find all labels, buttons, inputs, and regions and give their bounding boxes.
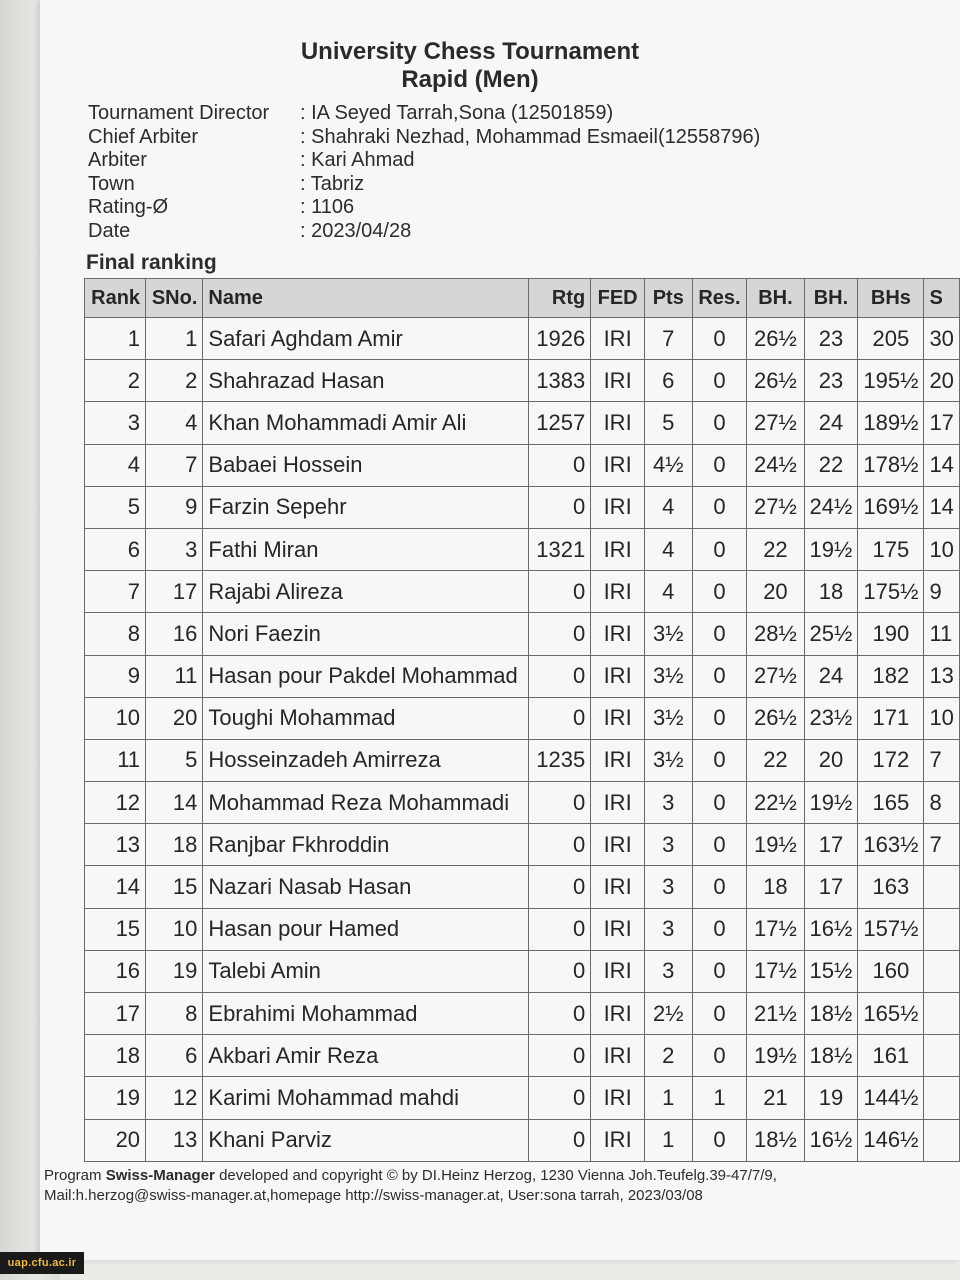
cell-bh2: 19½ — [804, 782, 858, 824]
column-header-res: Res. — [692, 279, 747, 318]
cell-s: 13 — [924, 655, 960, 697]
cell-points: 2 — [645, 1035, 693, 1077]
footer — [44, 1166, 777, 1206]
cell-points: 4 — [645, 571, 693, 613]
cell-bhs: 171 — [858, 697, 924, 739]
cell-s: 9 — [924, 571, 960, 613]
cell-rank: 16 — [85, 950, 146, 992]
cell-rating: 0 — [529, 1119, 591, 1161]
cell-sno: 12 — [146, 1077, 203, 1119]
cell-name: Hasan pour Hamed — [203, 908, 529, 950]
cell-rank: 14 — [85, 866, 146, 908]
table-row — [85, 1077, 960, 1119]
cell-res: 0 — [692, 697, 747, 739]
cell-bh2: 25½ — [804, 613, 858, 655]
cell-name: Safari Aghdam Amir — [203, 318, 529, 360]
cell-s: 30 — [924, 318, 960, 360]
cell-sno: 15 — [146, 866, 203, 908]
cell-bhs: 189½ — [858, 402, 924, 444]
cell-fed: IRI — [591, 1035, 645, 1077]
cell-bhs: 178½ — [858, 444, 924, 486]
cell-fed: IRI — [591, 1077, 645, 1119]
cell-bh1: 17½ — [747, 908, 804, 950]
cell-s: 14 — [924, 444, 960, 486]
cell-sno: 14 — [146, 782, 203, 824]
cell-res: 0 — [692, 613, 747, 655]
column-header-rating: Rtg — [529, 279, 591, 318]
cell-res: 0 — [692, 824, 747, 866]
column-header-fed: FED — [591, 279, 645, 318]
cell-bhs: 169½ — [858, 486, 924, 528]
meta-value: : 2023/04/28 — [300, 219, 412, 242]
column-header-name: Name — [203, 279, 529, 318]
cell-sno: 18 — [146, 824, 203, 866]
table-row — [85, 824, 960, 866]
cell-res: 0 — [692, 1119, 747, 1161]
cell-bh2: 23 — [804, 318, 858, 360]
cell-bhs: 182 — [858, 655, 924, 697]
cell-rating: 1235 — [529, 739, 591, 781]
cell-res: 0 — [692, 866, 747, 908]
cell-bh1: 27½ — [747, 402, 804, 444]
cell-bh2: 16½ — [804, 1119, 858, 1161]
table-row — [85, 571, 960, 613]
footer-line-1 — [44, 1166, 777, 1186]
meta-value: : Kari Ahmad — [300, 149, 415, 171]
cell-bh1: 20 — [747, 571, 804, 613]
cell-res: 0 — [692, 655, 747, 697]
cell-name: Toughi Mohammad — [203, 697, 529, 739]
cell-rank: 19 — [85, 1077, 146, 1119]
meta-label: Rating-Ø — [88, 196, 169, 218]
cell-bh2: 23 — [804, 360, 858, 402]
cell-points: 3½ — [645, 613, 693, 655]
cell-points: 1 — [645, 1119, 693, 1161]
cell-rank: 13 — [85, 824, 146, 866]
cell-sno: 16 — [146, 613, 203, 655]
cell-res: 0 — [692, 360, 747, 402]
cell-sno: 10 — [146, 908, 203, 950]
cell-s: 17 — [924, 402, 960, 444]
meta-label: Arbiter — [88, 149, 147, 171]
column-header-rank: Rank — [85, 279, 146, 318]
cell-bhs: 172 — [858, 739, 924, 781]
document-subtitle: Rapid (Men) — [401, 66, 539, 93]
cell-bh2: 24½ — [804, 486, 858, 528]
cell-bh2: 19 — [804, 1077, 858, 1119]
meta-row — [88, 173, 760, 197]
meta-row — [88, 149, 760, 173]
ranking-table — [84, 278, 960, 1162]
cell-points: 3½ — [645, 739, 693, 781]
meta-row — [88, 220, 760, 244]
table-row — [85, 950, 960, 992]
cell-rank: 6 — [85, 528, 146, 570]
cell-fed: IRI — [591, 613, 645, 655]
cell-points: 4 — [645, 486, 693, 528]
cell-fed: IRI — [591, 993, 645, 1035]
meta-value: : IA Seyed Tarrah,Sona (12501859) — [300, 102, 614, 124]
cell-s — [924, 1077, 960, 1119]
cell-s — [924, 950, 960, 992]
cell-rating: 0 — [529, 697, 591, 739]
cell-bhs: 163 — [858, 866, 924, 908]
cell-fed: IRI — [591, 486, 645, 528]
cell-fed: IRI — [591, 782, 645, 824]
cell-res: 0 — [692, 993, 747, 1035]
cell-sno: 13 — [146, 1119, 203, 1161]
cell-bhs: 195½ — [858, 360, 924, 402]
cell-res: 0 — [692, 444, 747, 486]
cell-rank: 3 — [85, 402, 146, 444]
cell-name: Hosseinzadeh Amirreza — [203, 739, 529, 781]
cell-bh1: 21 — [747, 1077, 804, 1119]
cell-sno: 11 — [146, 655, 203, 697]
cell-rating: 0 — [529, 486, 591, 528]
column-header-s: S — [924, 279, 960, 318]
cell-sno: 7 — [146, 444, 203, 486]
cell-fed: IRI — [591, 360, 645, 402]
cell-bhs: 205 — [858, 318, 924, 360]
cell-s — [924, 993, 960, 1035]
cell-name: Ranjbar Fkhroddin — [203, 824, 529, 866]
cell-name: Babaei Hossein — [203, 444, 529, 486]
footer-program: Swiss-Manager — [105, 1167, 215, 1184]
column-header-points: Pts — [645, 279, 693, 318]
cell-rank: 18 — [85, 1035, 146, 1077]
cell-rank: 8 — [85, 613, 146, 655]
column-header-bhs: BHs — [858, 279, 924, 318]
cell-bh1: 22 — [747, 528, 804, 570]
cell-s: 14 — [924, 486, 960, 528]
cell-fed: IRI — [591, 655, 645, 697]
cell-rank: 10 — [85, 697, 146, 739]
cell-s — [924, 1119, 960, 1161]
footer-line-2: Mail:h.herzog@swiss-manager.at,homepage http://swiss-manager.at, User:sona tarrah, 2023/03/08 — [44, 1187, 703, 1204]
cell-sno: 1 — [146, 318, 203, 360]
cell-bhs: 146½ — [858, 1119, 924, 1161]
cell-bhs: 175 — [858, 528, 924, 570]
cell-rating: 0 — [529, 993, 591, 1035]
cell-points: 3 — [645, 824, 693, 866]
cell-points: 3½ — [645, 697, 693, 739]
cell-rating: 1926 — [529, 318, 591, 360]
cell-points: 3 — [645, 782, 693, 824]
cell-points: 1 — [645, 1077, 693, 1119]
meta-value: : Tabriz — [300, 172, 365, 195]
cell-res: 1 — [692, 1077, 747, 1119]
cell-s: 8 — [924, 782, 960, 824]
cell-rating: 1257 — [529, 402, 591, 444]
meta-label: Chief Arbiter — [88, 125, 199, 148]
cell-rank: 11 — [85, 739, 146, 781]
cell-sno: 3 — [146, 528, 203, 570]
cell-points: 2½ — [645, 993, 693, 1035]
cell-fed: IRI — [591, 866, 645, 908]
cell-fed: IRI — [591, 444, 645, 486]
cell-fed: IRI — [591, 950, 645, 992]
cell-name: Hasan pour Pakdel Mohammad — [203, 655, 529, 697]
table-row — [85, 360, 960, 402]
table-row — [85, 739, 960, 781]
column-header-bh1: BH. — [747, 279, 804, 318]
cell-bh1: 19½ — [747, 1035, 804, 1077]
cell-name: Khan Mohammadi Amir Ali — [203, 402, 529, 444]
cell-points: 7 — [645, 318, 693, 360]
table-row — [85, 866, 960, 908]
cell-res: 0 — [692, 782, 747, 824]
cell-bh1: 22 — [747, 739, 804, 781]
cell-res: 0 — [692, 908, 747, 950]
cell-bhs: 163½ — [858, 824, 924, 866]
cell-bhs: 157½ — [858, 908, 924, 950]
cell-points: 3 — [645, 866, 693, 908]
cell-s — [924, 866, 960, 908]
cell-bh2: 23½ — [804, 697, 858, 739]
section-title: Final ranking — [86, 251, 217, 274]
cell-res: 0 — [692, 739, 747, 781]
cell-s: 7 — [924, 824, 960, 866]
cell-fed: IRI — [591, 318, 645, 360]
cell-rating: 0 — [529, 1035, 591, 1077]
cell-bh1: 19½ — [747, 824, 804, 866]
cell-s: 20 — [924, 360, 960, 402]
cell-points: 3 — [645, 950, 693, 992]
cell-fed: IRI — [591, 402, 645, 444]
table-row — [85, 993, 960, 1035]
cell-bhs: 165½ — [858, 993, 924, 1035]
cell-name: Rajabi Alireza — [203, 571, 529, 613]
cell-name: Shahrazad Hasan — [203, 360, 529, 402]
cell-bh1: 26½ — [747, 360, 804, 402]
footer-prefix: Program — [44, 1167, 106, 1184]
cell-points: 6 — [645, 360, 693, 402]
cell-s: 10 — [924, 528, 960, 570]
cell-name: Akbari Amir Reza — [203, 1035, 529, 1077]
cell-bh2: 24 — [804, 655, 858, 697]
meta-label: Tournament Director — [88, 102, 270, 124]
cell-fed: IRI — [591, 528, 645, 570]
cell-sno: 19 — [146, 950, 203, 992]
table-header-row — [85, 279, 960, 318]
cell-bh1: 27½ — [747, 486, 804, 528]
cell-fed: IRI — [591, 824, 645, 866]
cell-rank: 1 — [85, 318, 146, 360]
cell-bh2: 18½ — [804, 1035, 858, 1077]
document-sheet — [40, 0, 960, 1260]
cell-name: Fathi Miran — [203, 528, 529, 570]
cell-s: 10 — [924, 697, 960, 739]
meta-row — [88, 102, 760, 126]
table-row — [85, 1119, 960, 1161]
cell-bhs: 165 — [858, 782, 924, 824]
meta-label: Town — [88, 172, 135, 195]
cell-name: Mohammad Reza Mohammadi — [203, 782, 529, 824]
cell-rank: 5 — [85, 486, 146, 528]
table-row — [85, 908, 960, 950]
cell-rank: 7 — [85, 571, 146, 613]
cell-res: 0 — [692, 528, 747, 570]
cell-fed: IRI — [591, 739, 645, 781]
table-row — [85, 1035, 960, 1077]
cell-rating: 0 — [529, 824, 591, 866]
cell-points: 4 — [645, 528, 693, 570]
cell-res: 0 — [692, 1035, 747, 1077]
cell-points: 5 — [645, 402, 693, 444]
cell-fed: IRI — [591, 697, 645, 739]
cell-rank: 20 — [85, 1119, 146, 1161]
cell-points: 3½ — [645, 655, 693, 697]
cell-bhs: 160 — [858, 950, 924, 992]
cell-bh2: 18½ — [804, 993, 858, 1035]
cell-bh1: 17½ — [747, 950, 804, 992]
table-row — [85, 318, 960, 360]
column-header-bh2: BH. — [804, 279, 858, 318]
cell-rank: 4 — [85, 444, 146, 486]
cell-points: 4½ — [645, 444, 693, 486]
cell-bh1: 27½ — [747, 655, 804, 697]
cell-bhs: 190 — [858, 613, 924, 655]
cell-rating: 1321 — [529, 528, 591, 570]
cell-bh1: 18 — [747, 866, 804, 908]
cell-rating: 0 — [529, 1077, 591, 1119]
tournament-info — [88, 102, 760, 243]
footer-copyright: developed and copyright © by DI.Heinz Herzog, 1230 Vienna Joh.Teufelg.39-47/7/9, — [214, 1167, 777, 1184]
table-row — [85, 528, 960, 570]
cell-sno: 9 — [146, 486, 203, 528]
cell-name: Nazari Nasab Hasan — [203, 866, 529, 908]
cell-points: 3 — [645, 908, 693, 950]
cell-rating: 0 — [529, 782, 591, 824]
cell-rank: 9 — [85, 655, 146, 697]
cell-bh2: 17 — [804, 824, 858, 866]
cell-rating: 1383 — [529, 360, 591, 402]
cell-bhs: 161 — [858, 1035, 924, 1077]
meta-value: : 1106 — [300, 196, 355, 218]
cell-fed: IRI — [591, 571, 645, 613]
cell-name: Ebrahimi Mohammad — [203, 993, 529, 1035]
cell-bh1: 28½ — [747, 613, 804, 655]
cell-s — [924, 1035, 960, 1077]
cell-bh1: 26½ — [747, 697, 804, 739]
cell-res: 0 — [692, 318, 747, 360]
table-row — [85, 486, 960, 528]
document-title: University Chess Tournament — [300, 38, 640, 65]
cell-s — [924, 908, 960, 950]
cell-res: 0 — [692, 950, 747, 992]
cell-bhs: 144½ — [858, 1077, 924, 1119]
cell-bh1: 21½ — [747, 993, 804, 1035]
table-row — [85, 697, 960, 739]
cell-rating: 0 — [529, 571, 591, 613]
cell-rating: 0 — [529, 613, 591, 655]
column-header-sno: SNo. — [146, 279, 203, 318]
meta-label: Date — [88, 219, 131, 242]
meta-row — [88, 126, 760, 150]
cell-bh2: 24 — [804, 402, 858, 444]
cell-rank: 15 — [85, 908, 146, 950]
table-row — [85, 444, 960, 486]
cell-bh2: 19½ — [804, 528, 858, 570]
cell-name: Farzin Sepehr — [203, 486, 529, 528]
cell-rating: 0 — [529, 950, 591, 992]
cell-rank: 17 — [85, 993, 146, 1035]
cell-rank: 12 — [85, 782, 146, 824]
cell-name: Karimi Mohammad mahdi — [203, 1077, 529, 1119]
cell-rating: 0 — [529, 655, 591, 697]
watermark-logo: uap.cfu.ac.ir — [0, 1252, 84, 1274]
cell-fed: IRI — [591, 1119, 645, 1161]
cell-res: 0 — [692, 571, 747, 613]
cell-bh2: 17 — [804, 866, 858, 908]
cell-sno: 2 — [146, 360, 203, 402]
cell-sno: 8 — [146, 993, 203, 1035]
meta-value: : Shahraki Nezhad, Mohammad Esmaeil(12558796) — [300, 125, 761, 148]
cell-bh2: 15½ — [804, 950, 858, 992]
cell-sno: 20 — [146, 697, 203, 739]
cell-bh1: 22½ — [747, 782, 804, 824]
cell-s: 11 — [924, 613, 960, 655]
cell-bh1: 26½ — [747, 318, 804, 360]
cell-rating: 0 — [529, 444, 591, 486]
meta-row — [88, 196, 760, 220]
cell-res: 0 — [692, 402, 747, 444]
cell-s: 7 — [924, 739, 960, 781]
cell-sno: 6 — [146, 1035, 203, 1077]
cell-name: Nori Faezin — [203, 613, 529, 655]
cell-name: Khani Parviz — [203, 1119, 529, 1161]
table-row — [85, 655, 960, 697]
cell-bh1: 18½ — [747, 1119, 804, 1161]
cell-rank: 2 — [85, 360, 146, 402]
cell-sno: 17 — [146, 571, 203, 613]
table-row — [85, 782, 960, 824]
table-row — [85, 613, 960, 655]
cell-bh2: 18 — [804, 571, 858, 613]
cell-bh2: 16½ — [804, 908, 858, 950]
cell-rating: 0 — [529, 866, 591, 908]
cell-bh2: 20 — [804, 739, 858, 781]
table-row — [85, 402, 960, 444]
cell-bhs: 175½ — [858, 571, 924, 613]
cell-name: Talebi Amin — [203, 950, 529, 992]
cell-res: 0 — [692, 486, 747, 528]
cell-sno: 4 — [146, 402, 203, 444]
cell-bh1: 24½ — [747, 444, 804, 486]
cell-fed: IRI — [591, 908, 645, 950]
cell-rating: 0 — [529, 908, 591, 950]
cell-sno: 5 — [146, 739, 203, 781]
cell-bh2: 22 — [804, 444, 858, 486]
